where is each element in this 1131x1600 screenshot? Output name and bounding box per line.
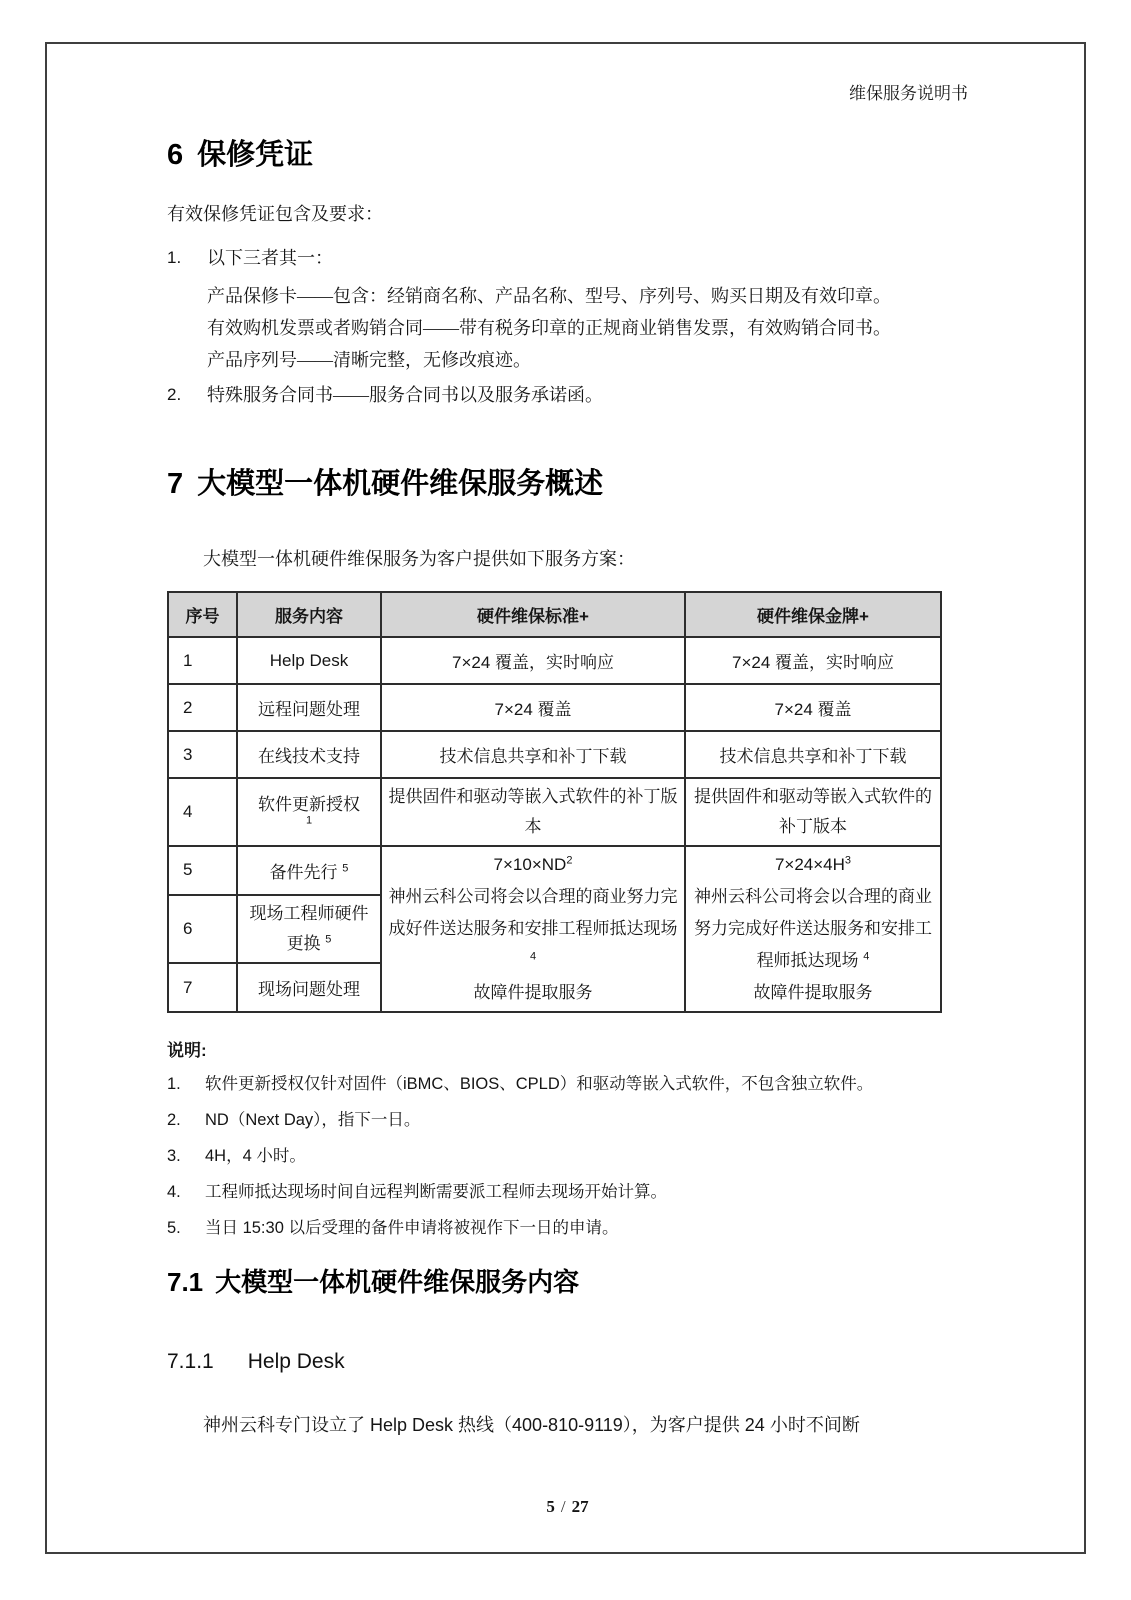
cell-gold-merged	[685, 846, 941, 1012]
warranty-list	[167, 246, 968, 407]
cell-standard: 7×24 覆盖，实时响应	[381, 637, 685, 684]
list-item-number: 1.	[167, 248, 182, 267]
cell-gold: 7×24 覆盖	[685, 684, 941, 731]
section-7-1-1-heading	[167, 1348, 968, 1376]
page-number: 5	[546, 1497, 555, 1516]
cell-gold: 提供固件和驱动等嵌入式软件的补丁版本	[685, 778, 941, 846]
service-superscript: 1	[305, 813, 313, 826]
section-7-title: 大模型一体机硬件维保服务概述	[197, 468, 604, 500]
cell-no: 5	[168, 846, 237, 895]
section-6-heading	[167, 136, 968, 174]
sla-body: 神州云科公司将会以合理的商业努力完成好件送达服务和安排工程师抵达现场 $^4$	[388, 887, 678, 963]
sla-extra: 故障件提取服务	[753, 983, 873, 1002]
list-item-number: 2.	[167, 385, 182, 404]
list-item-detail	[207, 280, 968, 376]
cell-service: 现场工程师硬件更换 $^5$	[237, 895, 381, 963]
detail-line: 产品保修卡——包含：经销商名称、产品名称、型号、序列号、购买日期及有效印章。	[207, 286, 891, 306]
table-row	[168, 637, 941, 684]
service-superscript: 5	[325, 933, 332, 946]
detail-line: 有效购机发票或者购销合同——带有税务印章的正规商业销售发票，有效购销合同书。	[207, 318, 891, 338]
page-separator: /	[560, 1497, 566, 1516]
sla-extra: 故障件提取服务	[473, 983, 593, 1002]
table-row	[168, 846, 941, 895]
cell-no: 4	[168, 778, 237, 846]
section-7-1-1-number: 7.1.1	[167, 1350, 214, 1373]
section-7-1-heading	[167, 1264, 968, 1300]
document-page	[45, 42, 1086, 1554]
cell-standard: 提供固件和驱动等嵌入式软件的补丁版本	[381, 778, 685, 846]
service-superscript: 5	[342, 862, 349, 875]
cell-service: 在线技术支持	[237, 731, 381, 778]
section-7-heading	[167, 465, 968, 503]
cell-no: 7	[168, 963, 237, 1012]
cell-service: 远程问题处理	[237, 684, 381, 731]
cell-service: Help Desk	[237, 637, 381, 684]
section-7-intro: 大模型一体机硬件维保服务为客户提供如下服务方案：	[203, 549, 635, 569]
header-cell-service: 服务内容	[237, 592, 381, 637]
service-label: 软件更新授权	[258, 794, 360, 814]
note-item: 4. 工程师抵达现场时间自远程判断需要派工程师去现场开始计算。	[167, 1183, 667, 1201]
note-item: 1. 软件更新授权仅针对固件（iBMC、BIOS、CPLD）和驱动等嵌入式软件，不包含独立软件。	[167, 1075, 874, 1093]
cell-service: 备件先行 $^5$	[237, 846, 381, 895]
section-7-number: 7	[167, 468, 184, 500]
cell-standard-merged	[381, 846, 685, 1012]
cell-no: 6	[168, 895, 237, 963]
cell-no: 1	[168, 637, 237, 684]
list-item-text: 以下三者其一：	[207, 248, 333, 268]
table-row	[168, 731, 941, 778]
page-total: 27	[571, 1497, 589, 1516]
section-7-1-title: 大模型一体机硬件维保服务内容	[215, 1267, 580, 1297]
note-item: 5. 当日 15:30 以后受理的备件申请将被视作下一日的申请。	[167, 1219, 619, 1237]
sla-line: $7\times 24\times 4H^3$	[774, 854, 852, 874]
notes-list	[167, 1073, 968, 1239]
note-item: 3. 4H，4 小时。	[167, 1147, 306, 1165]
cell-gold: 7×24 覆盖，实时响应	[685, 637, 941, 684]
note-item: 2. ND（Next Day），指下一日。	[167, 1111, 421, 1129]
notes-label: 说明:	[167, 1041, 207, 1060]
list-item	[167, 246, 968, 270]
table-row	[168, 778, 941, 846]
list-item	[167, 383, 968, 407]
page-footer	[167, 1496, 968, 1518]
section-7-1-number: 7.1	[167, 1267, 204, 1297]
doc-title: 维保服务说明书	[849, 84, 968, 103]
header-cell-no: 序号	[168, 592, 237, 637]
section-7-1-1-title: Help Desk	[247, 1350, 345, 1373]
cell-standard: 7×24 覆盖	[381, 684, 685, 731]
header-cell-gold: 硬件维保金牌+	[685, 592, 941, 637]
list-item-text: 特殊服务合同书——服务合同书以及服务承诺函。	[207, 385, 603, 405]
cell-service: 现场问题处理	[237, 963, 381, 1012]
service-plan-table	[167, 591, 942, 1013]
cell-no: 3	[168, 731, 237, 778]
helpdesk-paragraph: 神州云科专门设立了 Help Desk 热线（400-810-9119），为客户提供 24 小时不间断	[203, 1415, 860, 1435]
cell-service	[237, 778, 381, 846]
table-row	[168, 684, 941, 731]
sla-line: $7\times 10\times ND^2$	[493, 854, 573, 874]
cell-standard: 技术信息共享和补丁下载	[381, 731, 685, 778]
section-6-title: 保修凭证	[197, 139, 314, 171]
sla-body: 神州云科公司将会以合理的商业努力完成好件送达服务和安排工程师抵达现场 $^4$	[694, 887, 932, 970]
cell-no: 2	[168, 684, 237, 731]
table-header-row	[168, 592, 941, 637]
section-6-number: 6	[167, 139, 184, 171]
header-cell-standard: 硬件维保标准+	[381, 592, 685, 637]
cell-gold: 技术信息共享和补丁下载	[685, 731, 941, 778]
detail-line: 产品序列号——清晰完整，无修改痕迹。	[207, 350, 531, 370]
section-6-intro: 有效保修凭证包含及要求：	[167, 204, 383, 224]
